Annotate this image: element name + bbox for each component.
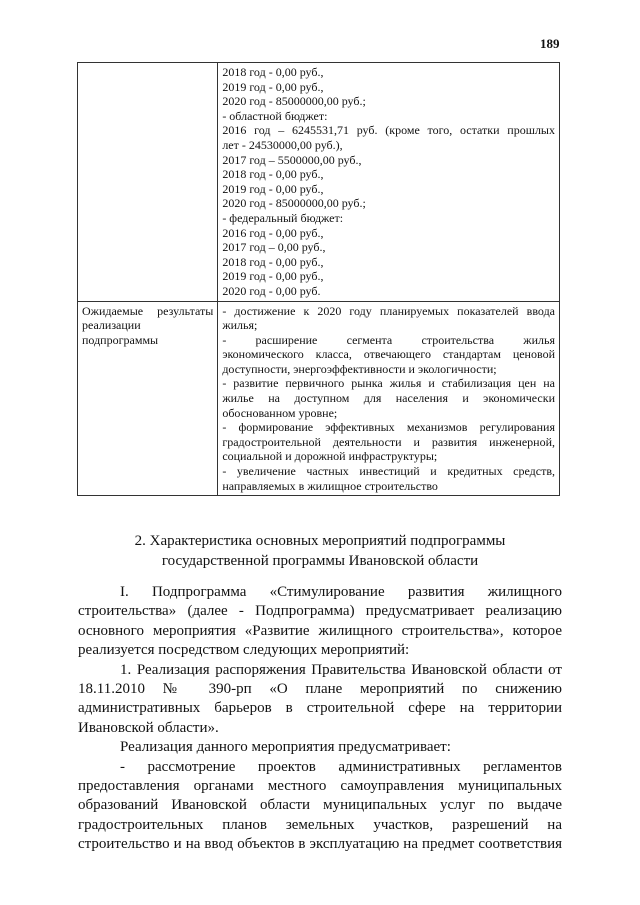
paragraph-line: - рассмотрение проектов административных регламентов bbox=[120, 758, 562, 775]
paragraph-line: I. Подпрограмма «Стимулирование развития жилищного bbox=[120, 584, 562, 600]
paragraph-line: реализуется посредством следующих мероприятий: bbox=[78, 642, 410, 659]
funding-line: 2017 год – 0,00 руб., bbox=[222, 240, 326, 255]
paragraph-line: Ивановской области». bbox=[78, 719, 219, 736]
section-title bbox=[80, 531, 560, 571]
label-line: реализации bbox=[82, 318, 141, 333]
result-line: жилья; bbox=[222, 318, 258, 333]
label-line: Ожидаемые результаты bbox=[82, 303, 214, 318]
funding-line: - областной бюджет: bbox=[222, 108, 328, 123]
table-cell-expected-results bbox=[218, 301, 560, 496]
table-cell-label-empty bbox=[78, 63, 218, 302]
result-line: - увеличение частных инвестиций и кредитных средств, bbox=[222, 464, 555, 479]
result-line: жилье на доступном для населения и экономически bbox=[222, 391, 555, 406]
result-line: - расширение сегмента строительства жилья bbox=[222, 332, 555, 347]
funding-line: 2018 год - 0,00 руб., bbox=[222, 167, 324, 182]
funding-line: 2019 год - 0,00 руб., bbox=[222, 269, 324, 284]
paragraph-line: образований Ивановской области муниципальных услуг по выдаче bbox=[78, 797, 562, 814]
funding-line: 2020 год - 85000000,00 руб.; bbox=[222, 94, 366, 109]
subprogram-passport-table bbox=[77, 62, 560, 496]
body-text bbox=[78, 583, 562, 855]
table-cell-label-expected-results bbox=[78, 301, 218, 496]
paragraph-line: градостроительных планов земельных участков, разрешений на bbox=[78, 816, 562, 833]
paragraph-line: основного мероприятия «Развитие жилищного строительства», которое bbox=[78, 622, 562, 639]
funding-line: 2019 год - 0,00 руб., bbox=[222, 181, 324, 196]
table-cell-funding bbox=[218, 63, 560, 302]
paragraph-line: предоставления органами местного самоуправления муниципальных bbox=[78, 778, 562, 795]
paragraph-line: 18.11.2010 № 390-рп «О плане мероприятий по снижению bbox=[78, 681, 562, 698]
result-line: обоснованном уровне; bbox=[222, 405, 338, 420]
result-line: - развитие первичного рынка жилья и стабилизация цен на bbox=[222, 376, 555, 391]
funding-line: 2016 год - 0,00 руб., bbox=[222, 225, 324, 240]
table-row-expected-results bbox=[78, 301, 560, 496]
funding-line: лет - 24530000,00 руб.), bbox=[222, 137, 343, 152]
paragraph-line: строительство и на ввод объектов в эксплуатацию на предмет соответствия bbox=[78, 836, 562, 853]
result-line: направляемых в жилищное строительство bbox=[222, 478, 438, 493]
table-row-funding bbox=[78, 63, 560, 302]
funding-line: 2020 год - 0,00 руб. bbox=[222, 283, 321, 298]
label-line: подпрограммы bbox=[82, 332, 159, 347]
funding-line: 2020 год - 85000000,00 руб.; bbox=[222, 196, 366, 211]
result-line: социальной и дорожной инфраструктуры; bbox=[222, 449, 438, 464]
funding-line: 2017 год – 5500000,00 руб., bbox=[222, 152, 362, 167]
paragraph-line: административных барьеров в строительной сфере на территории bbox=[78, 700, 562, 717]
funding-line: 2016 год – 6245531,71 руб. (кроме того, остатки прошлых bbox=[222, 123, 555, 138]
funding-line: 2018 год - 0,00 руб., bbox=[222, 254, 324, 269]
result-line: экономического класса, отвечающего стандартам ценовой bbox=[222, 347, 555, 362]
paragraph-line: Реализация данного мероприятия предусматривает: bbox=[120, 739, 451, 756]
funding-line: 2019 год - 0,00 руб., bbox=[222, 79, 324, 94]
funding-line: - федеральный бюджет: bbox=[222, 210, 344, 225]
result-line: доступности, энергоэффективности и экологичности; bbox=[222, 361, 497, 376]
section-title-line: государственной программы Ивановской области bbox=[161, 553, 479, 569]
section-title-line: 2. Характеристика основных мероприятий подпрограммы bbox=[134, 533, 506, 549]
result-line: - формирование эффективных механизмов регулирования bbox=[222, 420, 555, 435]
paragraph-line: 1. Реализация распоряжения Правительства Ивановской области от bbox=[120, 661, 562, 678]
funding-line: 2018 год - 0,00 руб., bbox=[222, 65, 324, 79]
result-line: градостроительной деятельности и развития инженерной, bbox=[222, 434, 555, 449]
paragraph-line: строительства» (далее - Подпрограмма) предусматривает реализацию bbox=[78, 603, 562, 620]
page-number: 189 bbox=[540, 36, 560, 51]
result-line: - достижение к 2020 году планируемых показателей ввода bbox=[222, 303, 555, 318]
